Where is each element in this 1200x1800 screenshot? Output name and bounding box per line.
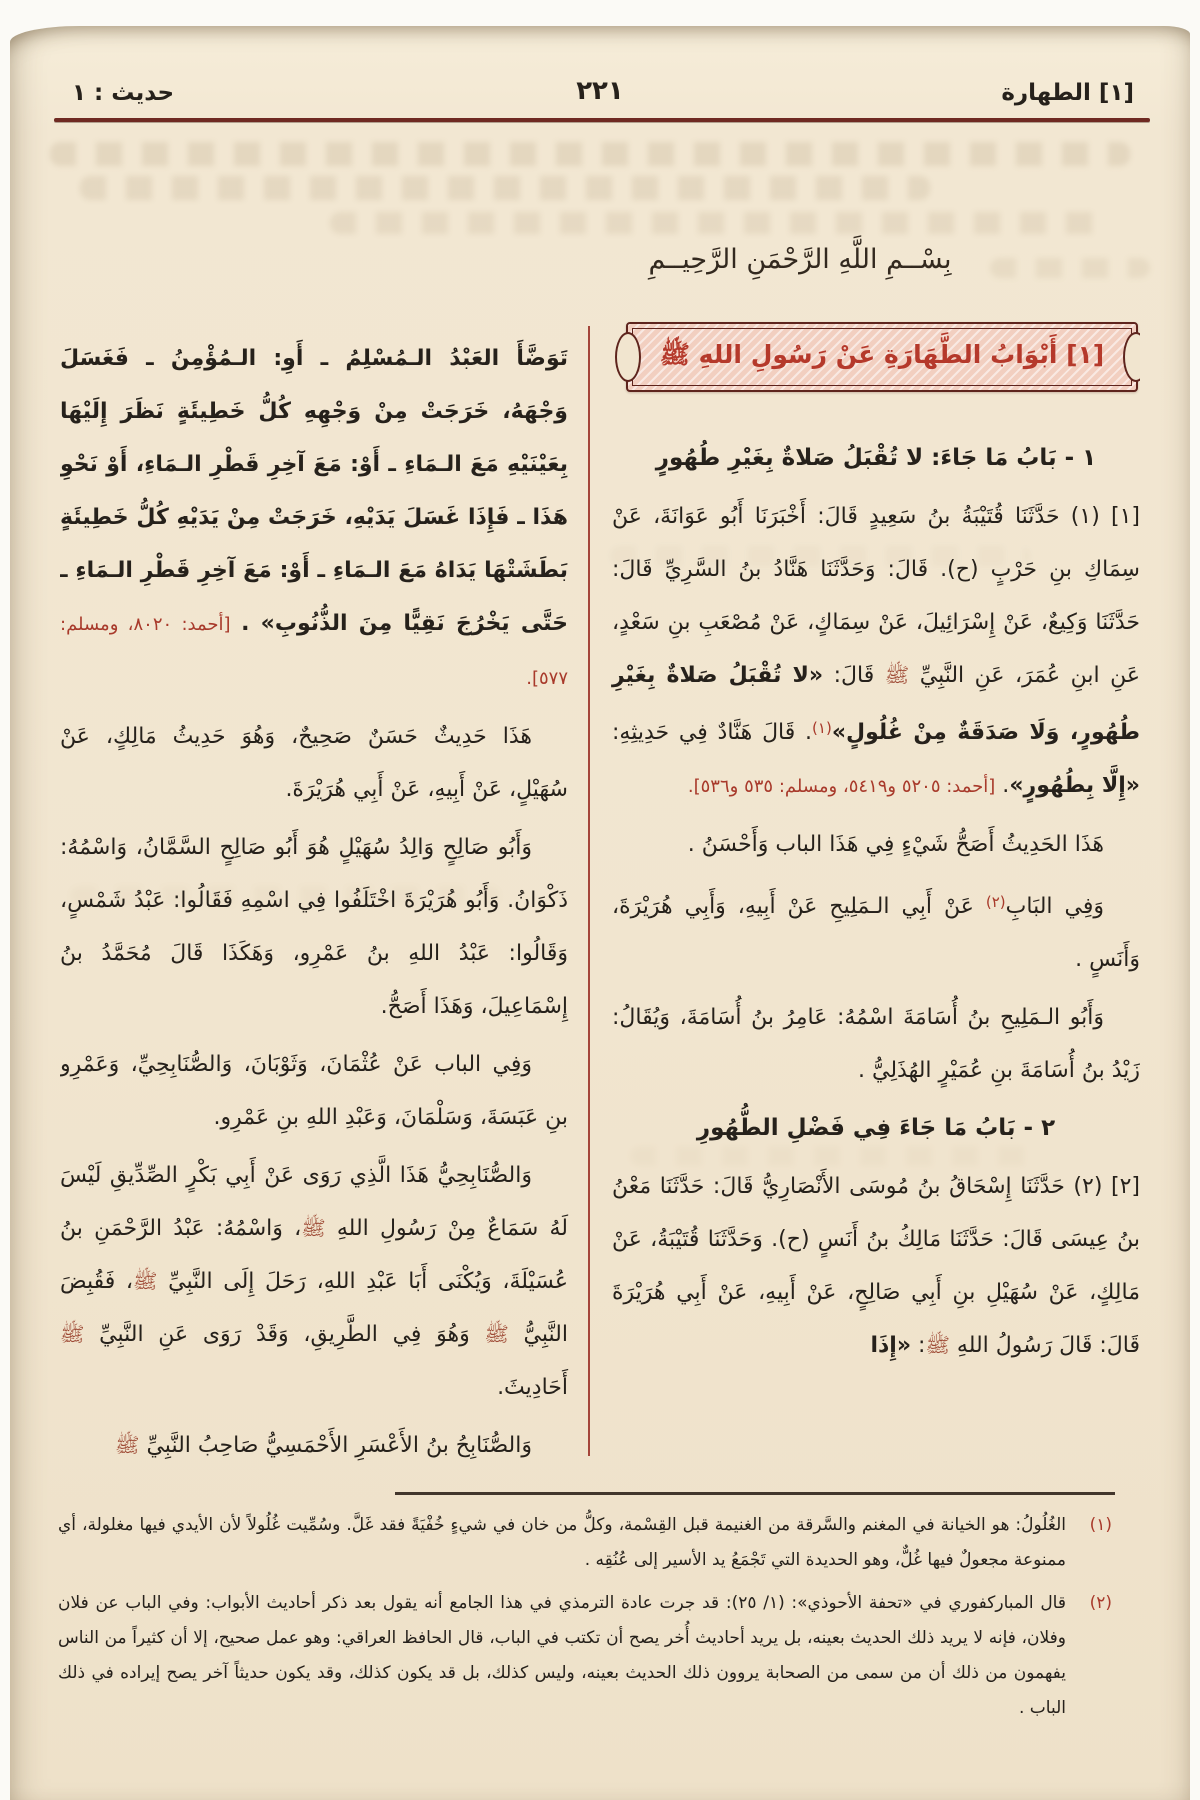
fil-bab-paragraph-2: وَفِي الباب عَنْ عُثْمَانَ، وَثَوْبَانَ، وَالصُّنَابِحِيِّ، وَعَمْرِو بنِ عَبَسَةَ، وَسَلْمَانَ، وَعَبْدِ اللهِ بنِ عَمْرِو. [60,1052,568,1130]
right-column [612,322,1140,1377]
header-section-label: [١] الطهارة [1001,80,1134,106]
hadith-1-paragraph: [١] (١) حَدَّثَنَا قُتَيْبَةُ بنُ سَعِيدٍ قَالَ: أَخْبَرَنَا أَبُو عَوَانَةَ، عَنْ سِمَاكِ بنِ حَرْبٍ (ح). قَالَ: وَحَدَّثَنَا هَنَّادُ بنُ السَّرِيِّ قَالَ: حَدَّثَنَا وَكِيعٌ، عَنْ إِسْرَائِيلَ، عَنْ سِمَاكٍ، عَنْ مُصْعَبِ بنِ سَعْدٍ، عَنِ ابنِ عُمَرَ، عَنِ النَّبِيِّ ﷺ قَالَ: «لا تُقْبَلُ صَلاةٌ بِغَيْرِ طُهُورٍ، وَلَا صَدَقَةٌ مِنْ غُلُولٍ»$^{(١)}$. قَالَ هَنَّادٌ فِي حَدِيثِهِ: «إِلَّا بِطُهُورٍ». [أحمد: ٥٢٠٥ و٥٤١٩، ومسلم: ٥٣٥ و٥٣٦]. [612,504,1140,798]
footnote-separator-rule [395,1492,1115,1495]
abu-salih-note-paragraph: وَأَبُو صَالِحٍ وَالِدُ سُهَيْلٍ هُوَ أَبُو صَالِحٍ السَّمَّانُ، وَاسْمُهُ: ذَكْوَانُ. وَأَبُو هُرَيْرَةَ اخْتَلَفُوا فِي اسْمِهِ فَقَالُوا: عَبْدُ شَمْسٍ، وَقَالُوا: عَبْدُ اللهِ بنُ عَمْرِو، وَهَكَذَا قَالَ مُحَمَّدُ بنُ إِسْمَاعِيلَ، وَهَذَا أَصَحُّ. [60,835,568,1019]
left-column [60,332,568,1477]
hadith-continuation-paragraph: تَوَضَّأَ العَبْدُ الـمُسْلِمُ ـ أَوِ: الـمُؤْمِنُ ـ فَغَسَلَ وَجْهَهُ، خَرَجَتْ مِنْ وَجْهِهِ كُلُّ خَطِيئَةٍ نَظَرَ إِلَيْهَا بِعَيْنَيْهِ مَعَ الـمَاءِ ـ أَوْ: مَعَ آخِرِ قَطْرِ الـمَاءِ، أَوْ نَحْوِ هَذَا ـ فَإِذَا غَسَلَ يَدَيْهِ، خَرَجَتْ مِنْ يَدَيْهِ كُلُّ خَطِيئَةٍ بَطَشَتْهَا يَدَاهُ مَعَ الـمَاءِ ـ أَوْ: مَعَ آخِرِ قَطْرِ الـمَاءِ ـ حَتَّى يَخْرُجَ نَقِيًّا مِنَ الذُّنُوبِ» . [أحمد: ٨٠٢٠، ومسلم: ٥٧٧]. [60,346,568,689]
chapter-title-box [626,322,1138,392]
footnote-1-text: الغُلُولُ: هو الخيانة في المغنم والسَّرقة من الغنيمة قبل القِسْمة، وكلُّ من خان في شيءٍ خُفْيَةً فقد غَلَّ. وسُمِّيت غُلُولاً لأن الأيدي فيها مغلولة، أي ممنوعة مجعولٌ فيها غُلٌّ، وهو الحديدة التي تَجْمَعُ يد الأسير إلى عُنُقِه . [58,1515,1066,1570]
grading-paragraph: هَذَا الحَدِيثُ أَصَحُّ شَيْءٍ فِي هَذَا الباب وَأَحْسَنُ . [687,832,1104,857]
narrator-note-paragraph: وَأَبُو الـمَلِيحِ بنُ أُسَامَةَ اسْمُهُ: عَامِرُ بنُ أُسَامَةَ، وَيُقَالُ: زَيْدُ بنُ أُسَامَةَ بنِ عُمَيْرٍ الهُذَلِيُّ . [612,1005,1140,1083]
text-columns [60,318,1140,1490]
header-hadith-label: حديث : ١ [72,80,175,106]
footnote-2-text: قال المباركفوري في «تحفة الأحوذي»: (١/ ٢٥): قد جرت عادة الترمذي في هذا الجامع أنه يقول بعد ذكر أحاديث الأبواب: وفي الباب عن فلان وفلان، فإنه لا يريد ذلك الحديث بعينه، بل يريد أحاديث أُخر يصح أن تكتب في الباب، قال الحافظ العراقي: وهو عمل صحيح، إلا أن كثيراً من الناس يفهمون من ذلك أن من سمى من الصحابة يروون ذلك الحديث بعينه، وليس كذلك، بل قد يكون كذلك، وقد يكون حديثاً آخر يصح إيراده في ذلك الباب . [58,1593,1066,1718]
page-paper [10,26,1190,1800]
footnote-1 [58,1508,1114,1578]
grading-paragraph-2: هَذَا حَدِيثٌ حَسَنٌ صَحِيحٌ، وَهُوَ حَدِيثُ مَالِكٍ، عَنْ سُهَيْلٍ، عَنْ أَبِيهِ، عَنْ أَبِي هُرَيْرَةَ. [60,724,568,802]
footnotes-block [58,1508,1114,1734]
chapter-title: [١] أَبْوَابُ الطَّهَارَةِ عَنْ رَسُولِ اللهِ ﷺ [659,339,1105,369]
sunabihi-note-paragraph: وَالصُّنَابِحِيُّ هَذَا الَّذِي رَوَى عَنْ أَبِي بَكْرٍ الصِّدِّيقِ لَيْسَ لَهُ سَمَاعٌ مِنْ رَسُولِ اللهِ ﷺ، وَاسْمُهُ: عَبْدُ الرَّحْمَنِ بنُ عُسَيْلَةَ، وَيُكْنَى أَبَا عَبْدِ اللهِ، رَحَلَ إِلَى النَّبِيِّ ﷺ، فَقُبِضَ النَّبِيُّ ﷺ وَهُوَ فِي الطَّرِيقِ، وَقَدْ رَوَى عَنِ النَّبِيِّ ﷺ أَحَادِيثَ. [60,1163,569,1400]
column-divider-rule [588,326,590,1456]
header-page-number: ٢٢١ [576,76,624,106]
page-header [58,76,1142,116]
header-rule [54,118,1150,122]
bab1-heading: ١ - بَابُ مَا جَاءَ: لا تُقْبَلُ صَلاةٌ بِغَيْرِ طُهُورٍ [655,445,1097,471]
bab2-heading: ٢ - بَابُ مَا جَاءَ فِي فَضْلِ الطُّهُورِ [696,1115,1056,1141]
basmala-calligraphy: بِسْــمِ اللَّهِ الرَّحْمَنِ الرَّحِيــمِ [648,244,952,275]
hadith-2-paragraph: [٢] (٢) حَدَّثَنَا إِسْحَاقُ بنُ مُوسَى الأَنْصَارِيُّ قَالَ: حَدَّثَنَا مَعْنُ بنُ عِيسَى قَالَ: حَدَّثَنَا مَالِكُ بنُ أَنَسٍ (ح). وَحَدَّثَنَا قُتَيْبَةُ، عَنْ مَالِكٍ، عَنْ سُهَيْلِ بنِ أَبِي صَالِحٍ، عَنْ أَبِيهِ، عَنْ أَبِي هُرَيْرَةَ قَالَ: قَالَ رَسُولُ اللهِ ﷺ: «إِذَا [612,1174,1140,1358]
sunabih-note-paragraph: وَالصُّنَابِحُ بنُ الأَعْسَرِ الأَحْمَسِيُّ صَاحِبُ النَّبِيِّ ﷺ [115,1433,532,1458]
bleedthrough-strip [80,176,930,200]
footnote-2-number: (٢) [1089,1593,1112,1613]
bleedthrough-strip [50,142,1130,166]
fil-bab-paragraph: وَفِي البَابِ$^{(٢)}$ عَنْ أَبِي الـمَلِيحِ عَنْ أَبِيهِ، وَأَبِي هُرَيْرَةَ، وَأَنَسٍ . [612,893,1140,972]
bleedthrough-strip [330,212,1100,234]
footnote-2 [58,1586,1114,1726]
footnote-1-number: (١) [1089,1515,1112,1535]
